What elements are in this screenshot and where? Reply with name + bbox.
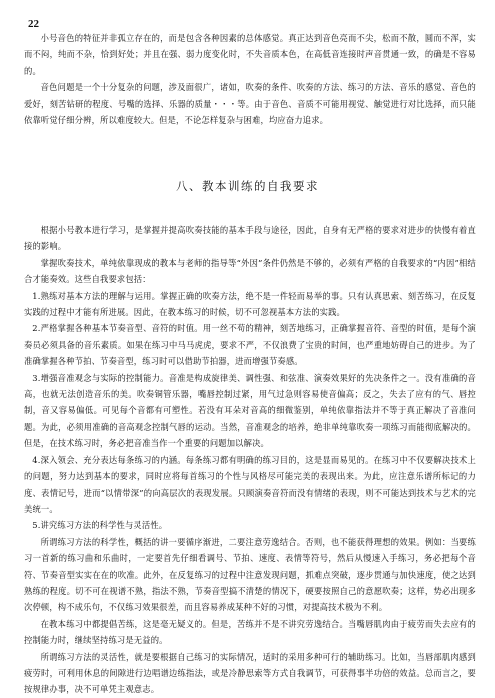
body-paragraph: 5.讲究练习方法的科学性与灵活性。: [32, 520, 168, 531]
body-paragraph: 2.严格掌握各种基本节奏音型、音符的时值。用一丝不苟的精神，刻苦地练习，正确掌握音符、音型的时值，是每个演奏员必须具备的音乐素质。如果在练习中马马虎虎，要求不严，不仅浪费了宝贵的时间，也严重地妨碍自己的进步。为了准确掌握各种节拍、节奏音型，练习时可以借助节拍器，进而增强节奏感。: [24, 323, 476, 367]
paragraph-timbre-complexity: 音色问题是一个十分复杂的问题，涉及面很广，诸如，吹奏的条件、吹奏的方法、练习的方法、音乐的感觉、音色的爱好，刻苦钻研的程度、号嘴的选择、乐器的质量・・・等。由于音色、音质不可能用视觉、触觉进行对比选择，而只能依靠听觉仔细分辨，所以难度较大。但是，不论怎样复杂与困难，均应奋力追求。: [24, 82, 476, 126]
body-paragraph: 掌握吹奏技术，单纯依靠现成的教本与老师的指导等“外因”条件仍然是不够的，必须有严格的自我要求的“内因”相结合才能奏效。这些自我要求包括：: [24, 257, 476, 285]
page-number: 22: [28, 18, 39, 30]
section-heading: 八、教本训练的自我要求: [176, 179, 319, 193]
body-paragraph: 所谓练习方法的科学性，概括的讲一要循序渐进，二要注意劳逸结合。否则，也不能获得理想的效果。例如：当要练习一首新的练习曲和乐曲时，一定要首先仔细看调号、节拍、速度、表情等符号，然后从慢速入手练习，务必把每个音符、节奏音型实实在在的吹准。此外，在反复练习的过程中注意发现问题，抓难点突破，逐步贯通与加快速度，使之达到熟练的程度。切不可在视谱不熟，指法不熟，节奏音型搞不清楚的情况下，硬要按照自己的意愿吹奏；这样，势必出现多次停顿，构不成乐句，不仅练习效果很差，而且容易养成某种不好的习惯，对提高技术极为不利。: [24, 536, 476, 613]
paragraph-timbre-features: 小号音色的特征并非孤立存在的，而是包含各种因素的总体感觉。真正达到音色亮而不尖，松而不散，圆而不浑，实而不闷，纯而不杂，恰到好处；并且在强、弱力度变化时，不失音质本色，在高低音连接时声音贯通一致，的确是不容易的。: [24, 33, 476, 76]
body-paragraph: 4.深入领会、充分表达每条练习的内涵。每条练习都有明确的练习目的，这是显而易见的。在练习中不仅要解决技术上的问题，努力达到基本的要求，同时应将每首练习的个性与风格尽可能完美的表现出来。为此，应注意乐谱所标记的力度、表情记号，进而“以情带深”的向高层次的表现发展。只顾演奏音符而没有情绪的表现，则不可能达到技术与艺术的完美统一。: [24, 454, 476, 514]
body-paragraph: 所谓练习方法的灵活性，就是要根据自己练习的实际情况，适时的采用多种可行的辅助练习。比如，当唇部肌肉感到疲劳时，可利用休息的间隙进行边唱谱边练指法，或是冷静思索等方式自我调节，可获得事半功倍的效益。总而言之，要按规律办事，决不可单凭主观意志。: [24, 651, 476, 695]
body-text-block: [24, 222, 476, 698]
body-paragraph: 3.增强音准观念与实际的控制能力。音准是构成旋律美、调性强、和弦准、演奏效果好的先决条件之一。没有准确的音高，也就无法创造音乐的美。吹奏铜管乐器，嘴唇控制过紧，用气过急则容易使音偏高；反之，失去了应有的气、唇控制，音又容易偏低。可见每个音都有可塑性。若没有耳朵对音高的细微鉴别，单纯依靠指法并不等于真正解决了音准问题。为此，必须用准确的音高观念控制气唇的运动。当然，音准观念的培养，绝非单纯靠吹奏一项练习而能彻底解决的。但是，在技术练习时，务必把音准当作一个重要的问题加以解决。: [24, 372, 476, 449]
body-paragraph: 在教本练习中都提倡苦练，这是毫无疑义的。但是，苦练并不是不讲究劳逸结合。当嘴唇肌肉由于疲劳而失去应有的控制能力时，继续坚持练习是无益的。: [24, 618, 476, 646]
body-paragraph: 1.熟练对基本方法的理解与运用。掌握正确的吹奏方法，绝不是一件轻而易举的事。只有认真思索、刻苦练习，在反复实践的过程中才能有所进展。因此，在教本练习的时候，切不可忽视基本方法的实践。: [24, 290, 476, 318]
body-paragraph: 根据小号教本进行学习，是掌握并提高吹奏技能的基本手段与途径，因此，自身有无严格的要求对进步的快慢有着直接的影响。: [24, 225, 476, 252]
top-text-block: [24, 30, 476, 128]
